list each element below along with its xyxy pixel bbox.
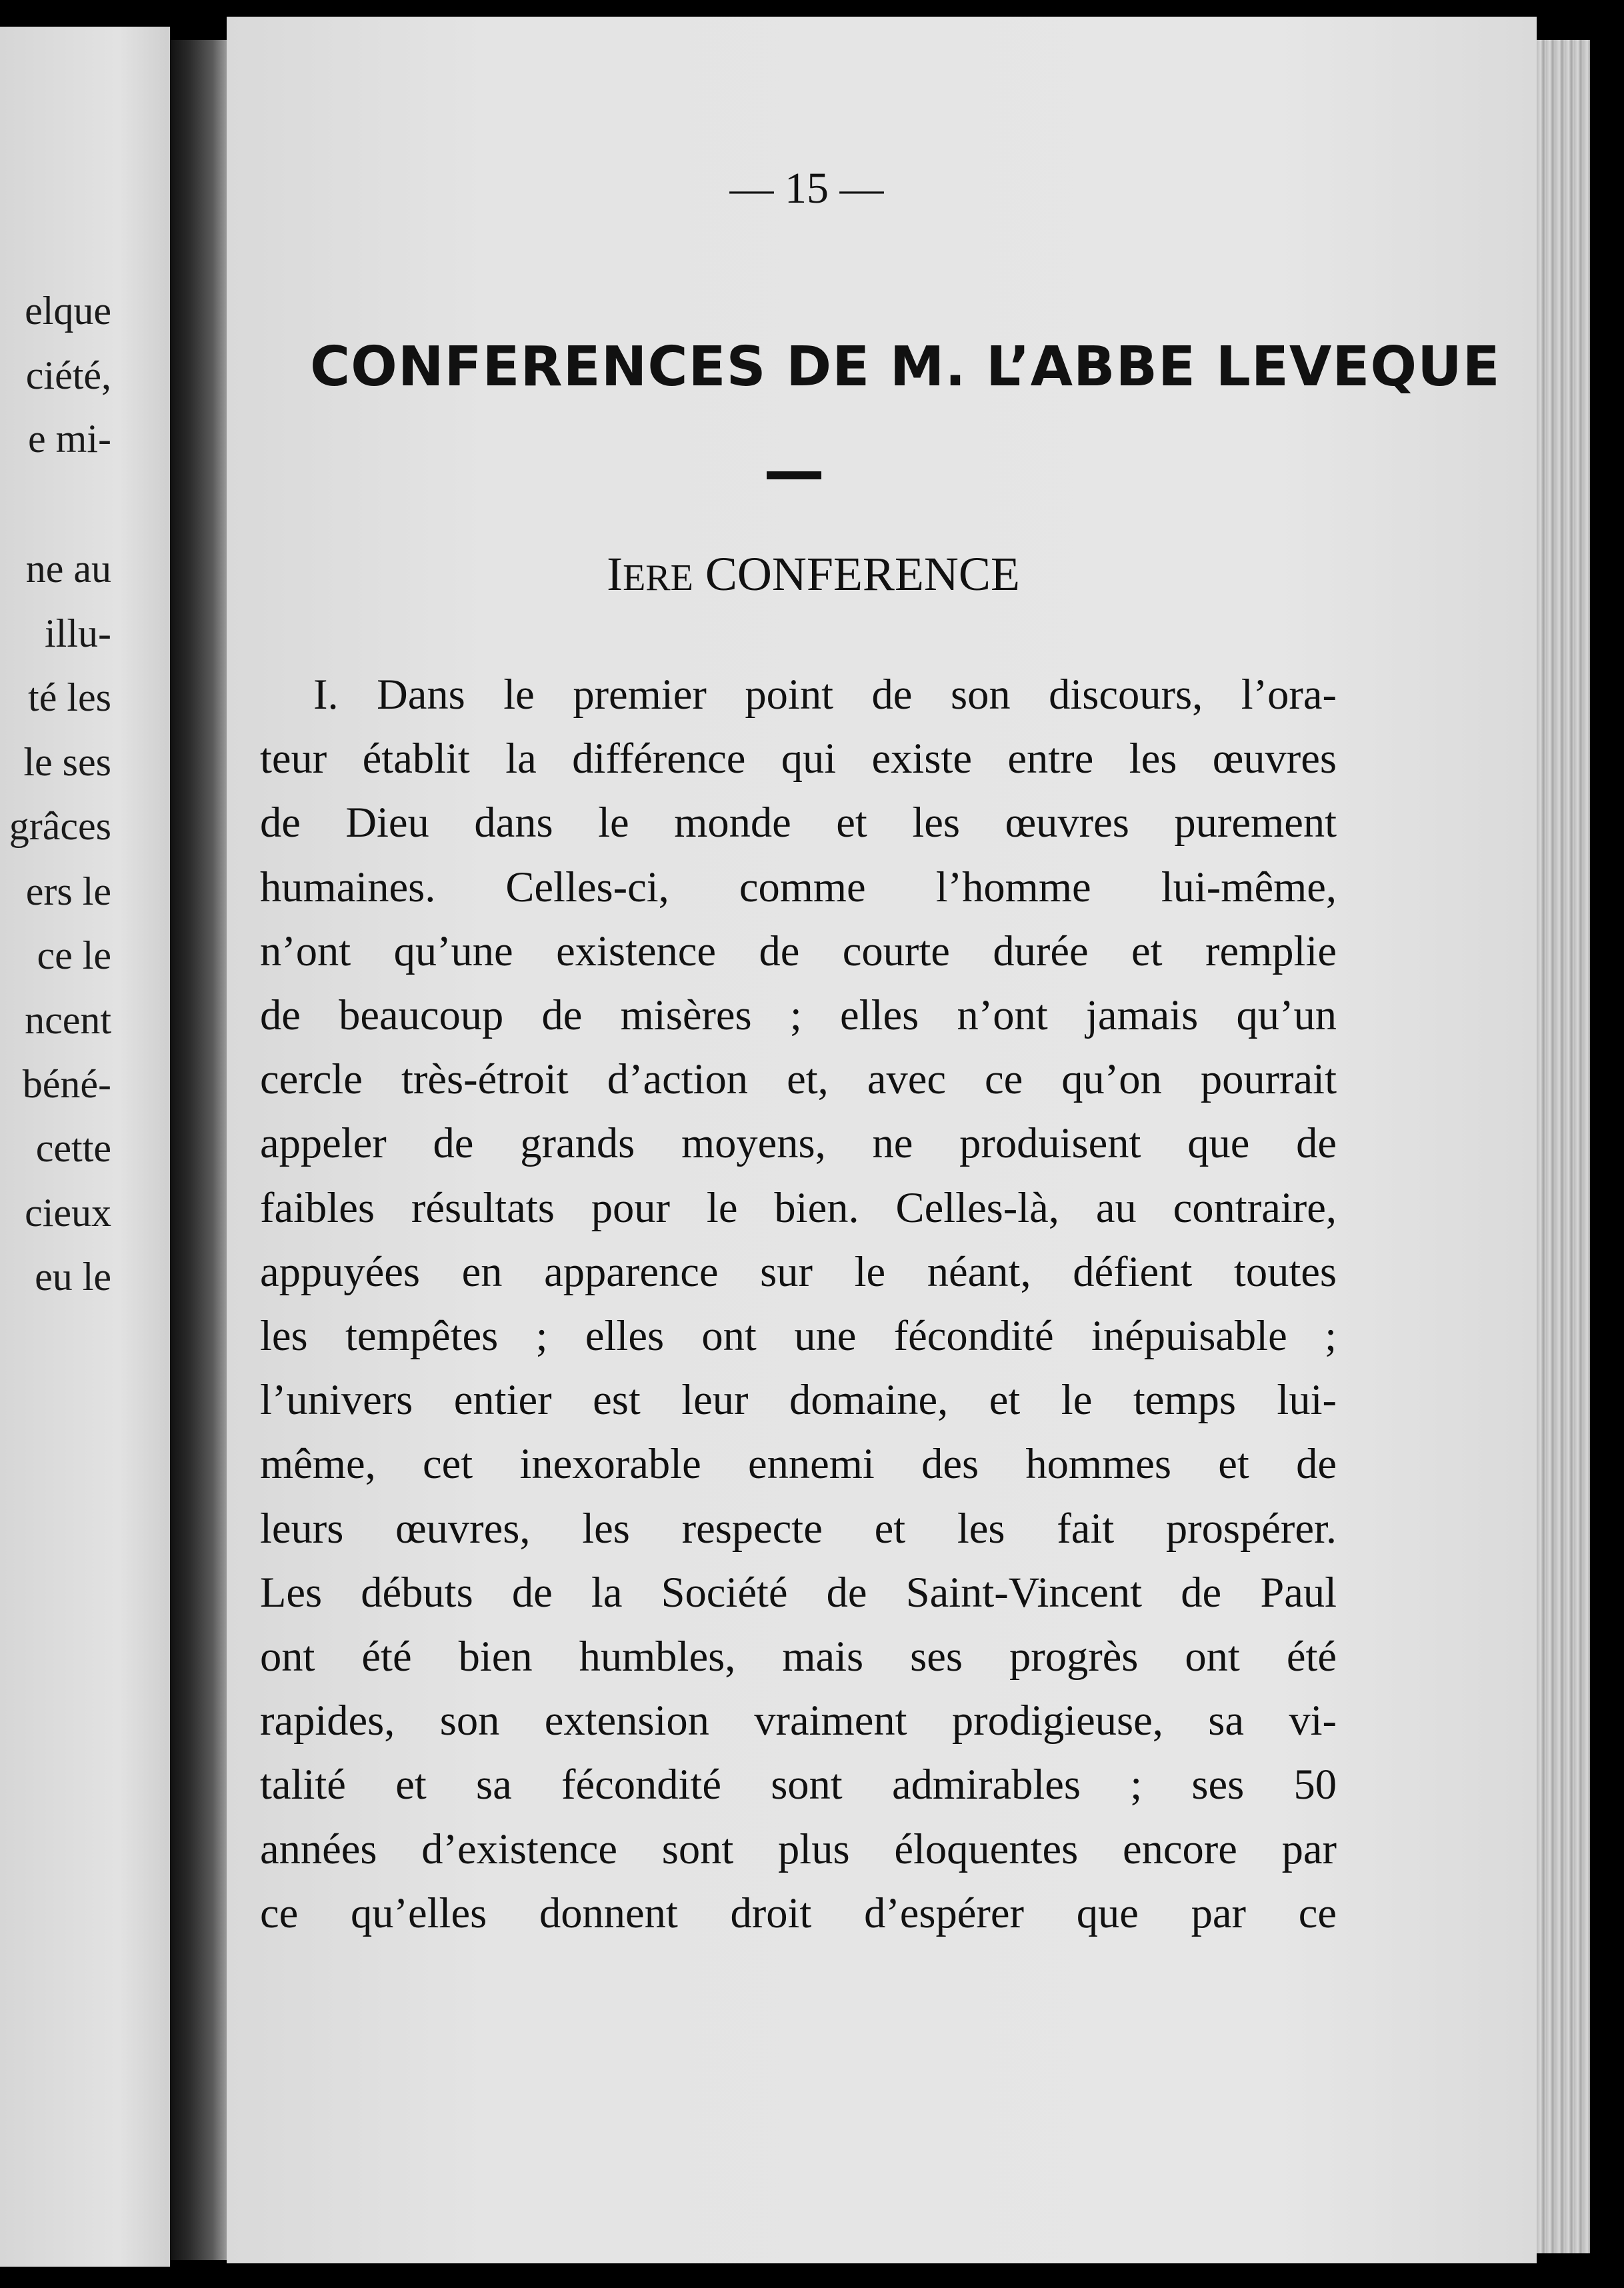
left-page-line: ce le <box>37 933 111 977</box>
body-line: même, cet inexorable ennemi des hommes et de <box>260 1440 1337 1487</box>
left-page-line: ne au <box>25 547 111 591</box>
body-line: années d’existence sont plus éloquentes encore par <box>260 1825 1337 1873</box>
body-line: de beaucoup de misères ; elles n’ont jamais qu’un <box>260 991 1337 1039</box>
body-line: ont été bien humbles, mais ses progrès ont été <box>260 1633 1337 1680</box>
body-line: appeler de grands moyens, ne produisent que de <box>260 1119 1337 1167</box>
left-page-line: ers le <box>25 869 111 913</box>
body-line: appuyées en apparence sur le néant, défient toutes <box>260 1248 1337 1295</box>
left-page-line: elque <box>25 289 111 333</box>
left-page-line: illu- <box>45 611 111 655</box>
body-line: talité et sa fécondité sont admirables ; ses 50 <box>260 1761 1337 1808</box>
left-page-line: eu le <box>35 1255 111 1299</box>
title-rule <box>767 471 821 479</box>
body-line: cercle très-étroit d’action et, avec ce qu’on pourrait <box>260 1055 1337 1103</box>
left-page-line: le ses <box>23 740 111 784</box>
body-line: Les débuts de la Société de Saint-Vincent de Paul <box>260 1569 1337 1616</box>
body-line: teur établit la différence qui existe entre les œuvres <box>260 735 1337 782</box>
body-line: les tempêtes ; elles ont une fécondité inépuisable ; <box>260 1312 1337 1359</box>
left-page-line: té les <box>28 675 111 719</box>
left-page-line: cieux <box>25 1191 111 1235</box>
section-heading-smallcaps: ERE <box>623 557 693 599</box>
body-line: I. Dans le premier point de son discours, l’ora- <box>313 671 1337 718</box>
body-line: l’univers entier est leur domaine, et le temps lui- <box>260 1376 1337 1423</box>
left-facing-page <box>0 27 170 2267</box>
left-page-line: béné- <box>22 1062 111 1106</box>
section-heading <box>520 547 1107 601</box>
book-gutter <box>170 40 227 2260</box>
body-line: faibles résultats pour le bien. Celles-là, au contraire, <box>260 1184 1337 1231</box>
left-page-line: e mi- <box>28 417 111 461</box>
left-page-line: ciété, <box>25 353 111 397</box>
page-edges <box>1537 40 1590 2253</box>
body-line: n’ont qu’une existence de courte durée et remplie <box>260 927 1337 975</box>
body-line: leurs œuvres, les respecte et les fait prospérer. <box>260 1505 1337 1552</box>
body-line: humaines. Celles-ci, comme l’homme lui-même, <box>260 863 1337 911</box>
left-page-line: ncent <box>25 998 111 1042</box>
body-line: rapides, son extension vraiment prodigieuse, sa vi- <box>260 1697 1337 1744</box>
body-line: de Dieu dans le monde et les œuvres purement <box>260 799 1337 846</box>
page-number: — 15 — <box>729 164 884 213</box>
left-page-line: cette <box>35 1126 111 1170</box>
left-page-line: grâces <box>9 804 111 848</box>
section-heading-lead: I <box>607 547 623 601</box>
body-line: ce qu’elles donnent droit d’espérer que par ce <box>260 1889 1337 1937</box>
section-heading-rest: CONFERENCE <box>693 547 1020 601</box>
page-title: CONFERENCES DE M. L’ABBE LEVEQUE <box>310 335 1501 399</box>
